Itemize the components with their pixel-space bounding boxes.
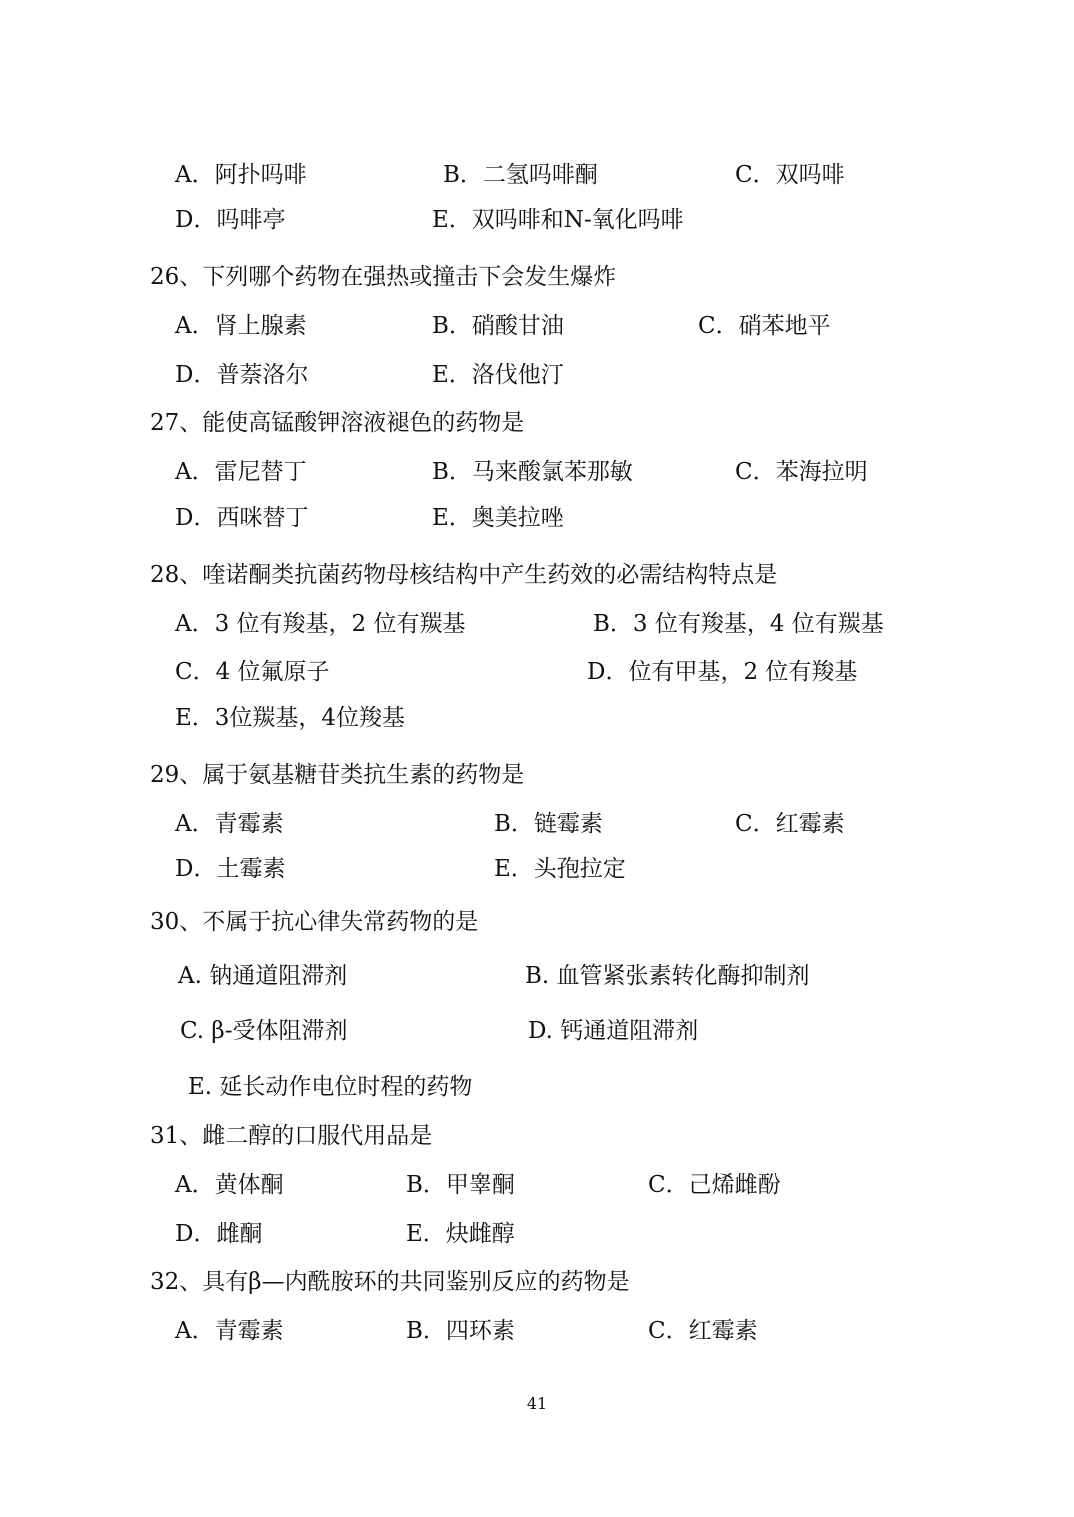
q26-option-a: A．肾上腺素 <box>175 313 307 339</box>
q28-stem: 28、喹诺酮类抗菌药物母核结构中产生药效的必需结构特点是 <box>150 562 778 588</box>
q31-stem: 31、雌二醇的口服代用品是 <box>150 1123 433 1149</box>
q29-option-a: A．青霉素 <box>175 811 284 837</box>
q25-option-a: A．阿扑吗啡 <box>175 162 307 188</box>
q29-option-c: C．红霉素 <box>735 811 845 837</box>
q27-stem: 27、能使高锰酸钾溶液褪色的药物是 <box>150 410 525 436</box>
q31-option-a: A．黄体酮 <box>175 1172 284 1198</box>
q26-stem: 26、下列哪个药物在强热或撞击下会发生爆炸 <box>150 264 617 290</box>
q27-option-b: B．马来酸氯苯那敏 <box>432 459 633 485</box>
q32-option-c: C．红霉素 <box>648 1318 758 1344</box>
q30-option-a: A. 钠通道阻滞剂 <box>178 963 348 989</box>
q25-option-e: E．双吗啡和N-氧化吗啡 <box>432 207 684 233</box>
q31-option-d: D．雌酮 <box>175 1221 263 1247</box>
q28-option-c: C．4 位氟原子 <box>175 659 330 685</box>
q29-stem: 29、属于氨基糖苷类抗生素的药物是 <box>150 762 525 788</box>
q28-option-a: A．3 位有羧基，2 位有羰基 <box>175 611 466 637</box>
q30-stem: 30、不属于抗心律失常药物的是 <box>150 909 479 935</box>
q28-option-d: D．位有甲基，2 位有羧基 <box>587 659 858 685</box>
q27-option-c: C．苯海拉明 <box>735 459 868 485</box>
q25-option-d: D．吗啡亭 <box>175 207 286 233</box>
page-number: 41 <box>526 1394 548 1413</box>
q30-option-b: B. 血管紧张素转化酶抑制剂 <box>525 963 810 989</box>
q32-option-b: B．四环素 <box>406 1318 515 1344</box>
q27-option-a: A．雷尼替丁 <box>175 459 307 485</box>
q29-option-b: B．链霉素 <box>494 811 603 837</box>
q28-option-e: E．3位羰基，4位羧基 <box>175 705 406 731</box>
q29-option-d: D．土霉素 <box>175 856 286 882</box>
q26-option-c: C．硝苯地平 <box>698 313 831 339</box>
q26-option-b: B．硝酸甘油 <box>432 313 564 339</box>
q28-option-b: B．3 位有羧基，4 位有羰基 <box>593 611 884 637</box>
q30-option-c: C. β-受体阻滞剂 <box>180 1018 348 1044</box>
q26-option-d: D．普萘洛尔 <box>175 362 309 388</box>
q31-option-e: E．炔雌醇 <box>406 1221 515 1247</box>
q27-option-e: E．奥美拉唑 <box>432 505 564 531</box>
q30-option-d: D. 钙通道阻滞剂 <box>528 1018 699 1044</box>
q26-option-e: E．洛伐他汀 <box>432 362 564 388</box>
q30-option-e: E. 延长动作电位时程的药物 <box>188 1074 473 1100</box>
q31-option-b: B．甲睾酮 <box>406 1172 515 1198</box>
q25-option-b: B．二氢吗啡酮 <box>443 162 598 188</box>
q32-stem: 32、具有β—内酰胺环的共同鉴别反应的药物是 <box>150 1269 630 1295</box>
q32-option-a: A．青霉素 <box>175 1318 284 1344</box>
q27-option-d: D．西咪替丁 <box>175 505 309 531</box>
q25-option-c: C．双吗啡 <box>735 162 845 188</box>
q31-option-c: C．己烯雌酚 <box>648 1172 781 1198</box>
q29-option-e: E．头孢拉定 <box>494 856 626 882</box>
